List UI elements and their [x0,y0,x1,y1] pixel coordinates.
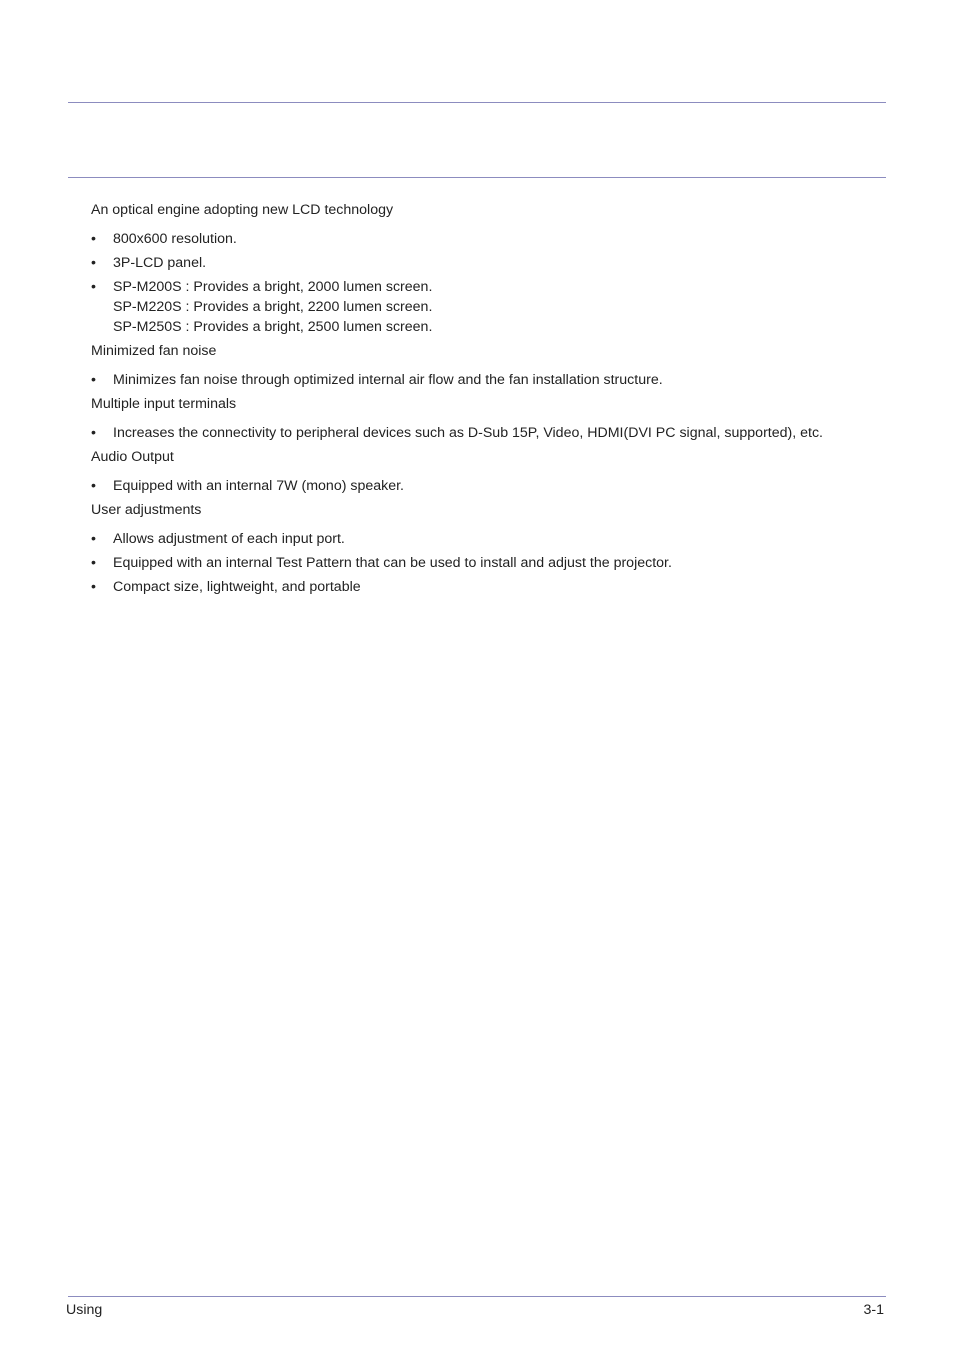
bullet-icon: • [91,425,96,441]
list-item [91,577,881,597]
list-item-text: Allows adjustment of each input port. [113,531,345,547]
footer-rule [68,1296,886,1297]
footer-section-name: Using [66,1302,103,1318]
header-rule-top [68,102,886,103]
page-number: 3-1 [863,1302,884,1318]
list-item-text: Compact size, lightweight, and portable [113,579,361,595]
section-heading: Audio Output [91,449,174,465]
bullet-list [91,529,881,597]
list-item [91,277,881,337]
list-item [91,476,881,496]
list-item-text: Equipped with an internal 7W (mono) speaker. [113,478,405,494]
bullet-icon: • [91,531,96,547]
bullet-icon: • [91,231,96,247]
list-item [91,553,881,573]
section-heading: Multiple input terminals [91,396,237,412]
bullet-list [91,229,881,337]
bullet-icon: • [91,579,96,595]
section-heading: Minimized fan noise [91,343,217,359]
header-rule-bottom [68,177,886,178]
section-heading: An optical engine adopting new LCD technology [91,202,394,218]
list-item [91,229,881,249]
feature-list [91,200,881,601]
bullet-icon: • [91,279,96,295]
bullet-list [91,370,881,390]
list-item-text: SP-M250S : Provides a bright, 2500 lumen screen. [113,319,433,335]
list-item [91,423,881,443]
bullet-icon: • [91,555,96,571]
list-item-text: SP-M220S : Provides a bright, 2200 lumen screen. [113,299,433,315]
list-item [91,529,881,549]
section-heading: User adjustments [91,502,202,518]
list-item-text: 800x600 resolution. [113,231,237,247]
bullet-icon: • [91,255,96,271]
list-item [91,253,881,273]
list-item-text: 3P-LCD panel. [113,255,207,271]
list-item-text: Minimizes fan noise through optimized internal air flow and the fan installation structure. [113,372,663,388]
list-item-text: SP-M200S : Provides a bright, 2000 lumen screen. [113,279,433,295]
list-item-text: Increases the connectivity to peripheral devices such as D-Sub 15P, Video, HDMI(DVI PC signal, supported), etc. [113,425,823,441]
bullet-list [91,476,881,496]
list-item-text: Equipped with an internal Test Pattern that can be used to install and adjust the projector. [113,555,672,571]
bullet-list [91,423,881,443]
bullet-icon: • [91,478,96,494]
list-item [91,370,881,390]
bullet-icon: • [91,372,96,388]
